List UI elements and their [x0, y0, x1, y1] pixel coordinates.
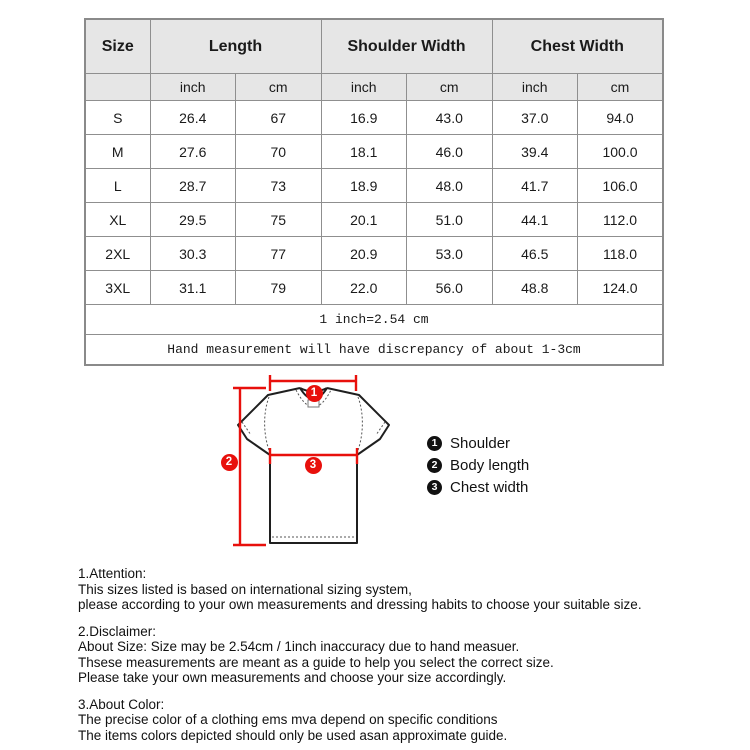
unit-header: inch: [150, 74, 236, 101]
table-row: [85, 135, 663, 169]
value-cell: 48.0: [407, 169, 493, 203]
size-cell: L: [85, 169, 150, 203]
table-note-row: [85, 335, 663, 366]
value-cell: 112.0: [578, 203, 664, 237]
value-cell: 48.8: [492, 271, 578, 305]
value-cell: 18.1: [321, 135, 407, 169]
inch-conversion-note: 1 inch=2.54 cm: [85, 305, 663, 335]
note-section-title: 2.Disclaimer:: [78, 623, 157, 639]
value-cell: 37.0: [492, 101, 578, 135]
table-row: [85, 169, 663, 203]
tshirt-measurement-diagram: [200, 363, 450, 563]
table-header-row: [85, 19, 663, 74]
note-section: [78, 566, 743, 613]
note-section: [78, 697, 743, 744]
value-cell: 51.0: [407, 203, 493, 237]
value-cell: 43.0: [407, 101, 493, 135]
size-table-body: [85, 101, 663, 305]
size-cell: 2XL: [85, 237, 150, 271]
value-cell: 75: [236, 203, 322, 237]
value-cell: 20.9: [321, 237, 407, 271]
size-cell: 3XL: [85, 271, 150, 305]
measure-point-2-badge: 2: [221, 454, 238, 471]
value-cell: 118.0: [578, 237, 664, 271]
value-cell: 26.4: [150, 101, 236, 135]
note-line: The items colors depicted should only be used asan approximate guide.: [78, 727, 508, 743]
value-cell: 22.0: [321, 271, 407, 305]
value-cell: 20.1: [321, 203, 407, 237]
measure-point-3-badge: 3: [305, 457, 322, 474]
note-line: The precise color of a clothing ems mva depend on specific conditions: [78, 712, 498, 727]
value-cell: 44.1: [492, 203, 578, 237]
col-header-chest: Chest Width: [492, 19, 663, 74]
value-cell: 31.1: [150, 271, 236, 305]
value-cell: 124.0: [578, 271, 664, 305]
legend-label-chest-width: Chest width: [450, 479, 529, 496]
table-note-row: [85, 305, 663, 335]
unit-header: cm: [236, 74, 322, 101]
circled-1-icon: 1: [427, 436, 442, 451]
size-cell: S: [85, 101, 150, 135]
unit-header-empty: [85, 74, 150, 101]
value-cell: 46.5: [492, 237, 578, 271]
size-cell: XL: [85, 203, 150, 237]
value-cell: 106.0: [578, 169, 664, 203]
value-cell: 94.0: [578, 101, 664, 135]
value-cell: 29.5: [150, 203, 236, 237]
note-line: This sizes listed is based on international sizing system,: [78, 581, 412, 597]
table-unit-row: [85, 74, 663, 101]
legend-label-body-length: Body length: [450, 457, 530, 474]
note-section-title: 1.Attention:: [78, 566, 147, 581]
value-cell: 41.7: [492, 169, 578, 203]
note-line: please according to your own measurements and dressing habits to choose your suitable size.: [78, 597, 642, 612]
unit-header: cm: [578, 74, 664, 101]
table-row: [85, 237, 663, 271]
note-section: [78, 624, 743, 686]
col-header-size: Size: [85, 19, 150, 74]
tshirt-outline-drawing: [200, 363, 450, 563]
table-row: [85, 101, 663, 135]
legend-item-chest-width: [427, 480, 529, 495]
size-cell: M: [85, 135, 150, 169]
value-cell: 56.0: [407, 271, 493, 305]
value-cell: 67: [236, 101, 322, 135]
value-cell: 18.9: [321, 169, 407, 203]
unit-header: inch: [492, 74, 578, 101]
circled-3-icon: 3: [427, 480, 442, 495]
value-cell: 39.4: [492, 135, 578, 169]
value-cell: 53.0: [407, 237, 493, 271]
hand-measurement-note: Hand measurement will have discrepancy of about 1-3cm: [85, 335, 663, 366]
note-section-title: 3.About Color:: [78, 696, 165, 712]
note-line: Thsese measurements are meant as a guide to help you select the correct size.: [78, 654, 554, 670]
size-chart-table: [84, 18, 664, 366]
legend-item-body-length: [427, 458, 529, 473]
value-cell: 16.9: [321, 101, 407, 135]
table-row: [85, 203, 663, 237]
value-cell: 28.7: [150, 169, 236, 203]
value-cell: 77: [236, 237, 322, 271]
value-cell: 79: [236, 271, 322, 305]
note-line: Please take your own measurements and choose your size accordingly.: [78, 670, 507, 685]
unit-header: cm: [407, 74, 493, 101]
value-cell: 27.6: [150, 135, 236, 169]
col-header-length: Length: [150, 19, 321, 74]
measurement-legend: [427, 436, 529, 502]
notes-sections: [78, 566, 743, 750]
value-cell: 70: [236, 135, 322, 169]
value-cell: 73: [236, 169, 322, 203]
value-cell: 46.0: [407, 135, 493, 169]
note-line: About Size: Size may be 2.54cm / 1inch inaccuracy due to hand measuer.: [78, 639, 520, 654]
table-row: [85, 271, 663, 305]
measure-point-1-badge: 1: [306, 385, 323, 402]
col-header-shoulder: Shoulder Width: [321, 19, 492, 74]
value-cell: 100.0: [578, 135, 664, 169]
legend-label-shoulder: Shoulder: [450, 435, 511, 452]
circled-2-icon: 2: [427, 458, 442, 473]
value-cell: 30.3: [150, 237, 236, 271]
legend-item-shoulder: [427, 436, 529, 451]
unit-header: inch: [321, 74, 407, 101]
